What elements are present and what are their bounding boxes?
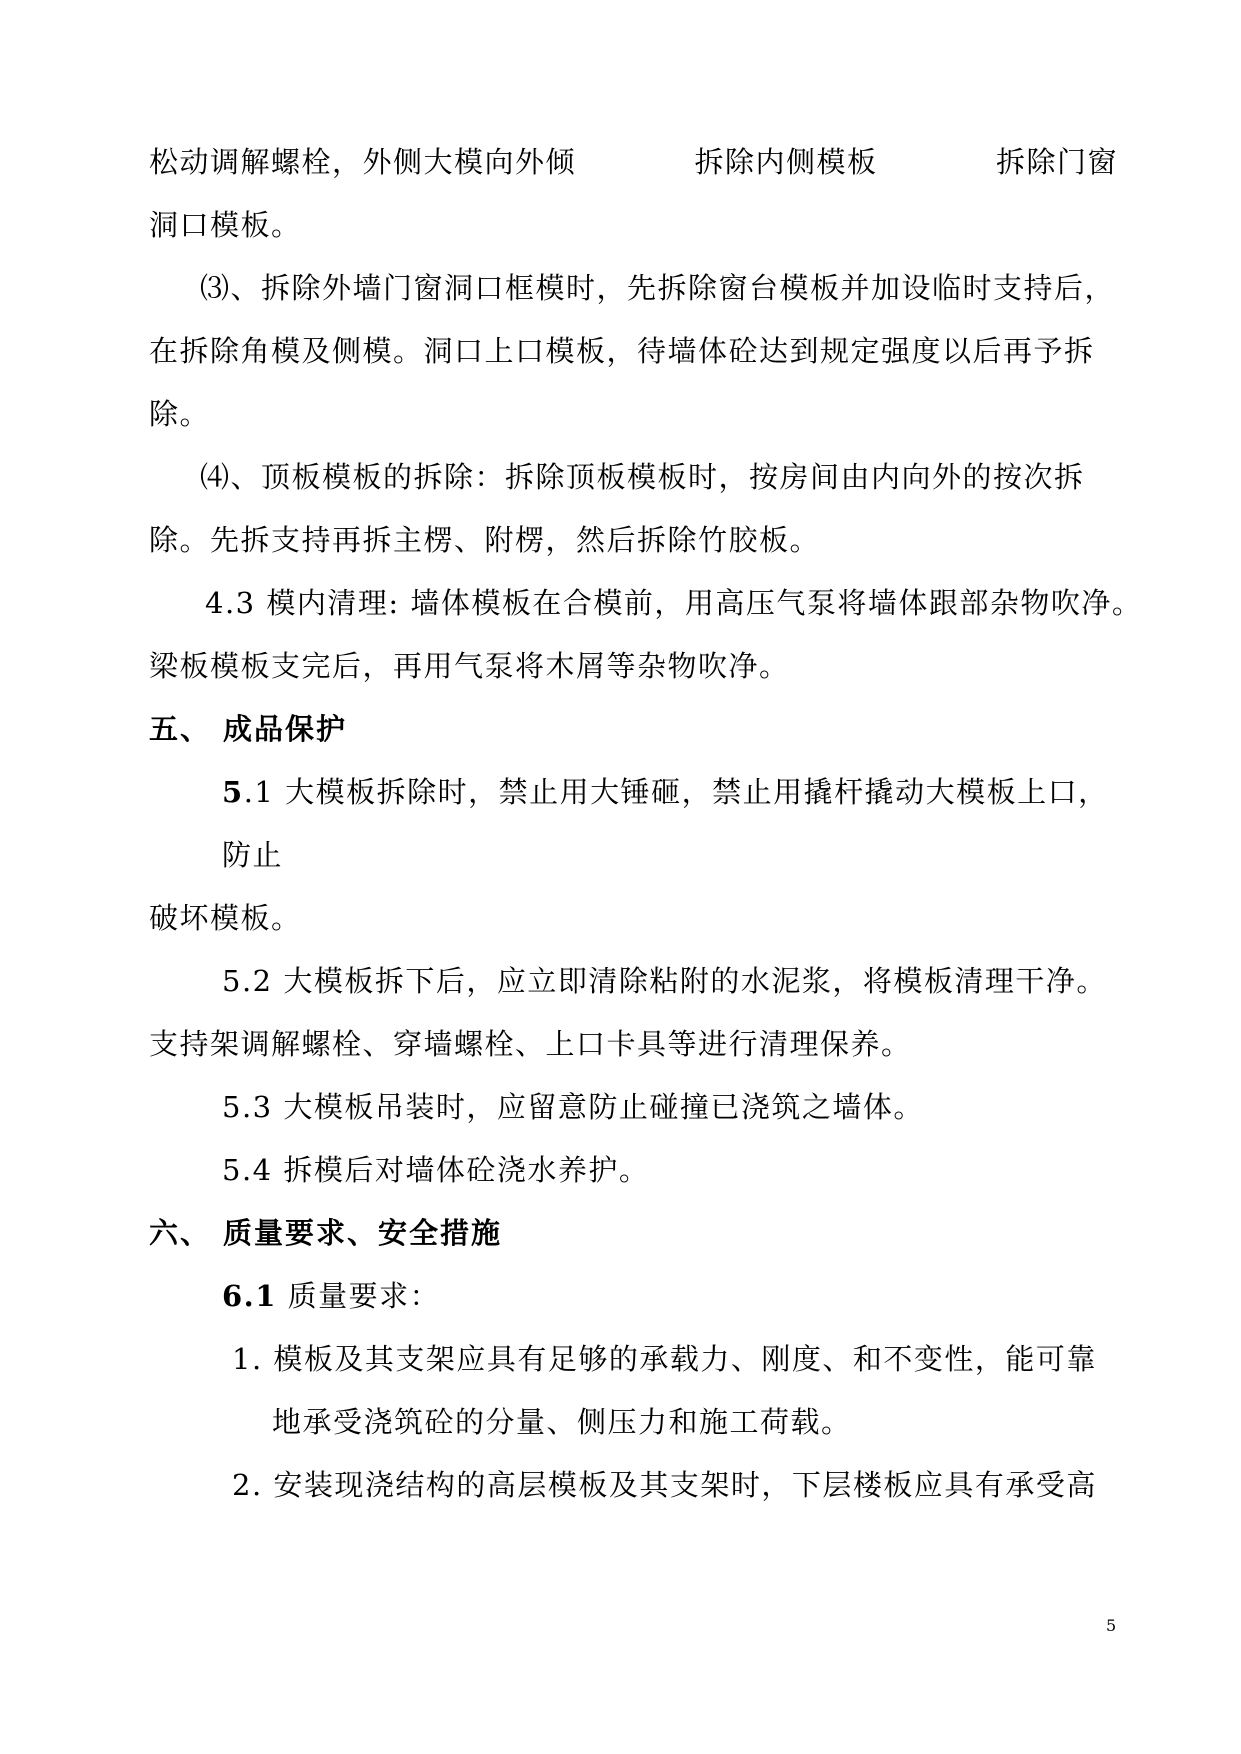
text-line: 洞口模板。 [149,208,302,242]
text-line [222,772,1109,812]
text-line: 除。先拆支持再拆主楞、附楞，然后拆除竹胶板。 [149,523,821,557]
page-number: 5 [1106,1616,1117,1635]
flow-step-1: 松动调解螺栓，外侧大模向外倾 [149,145,577,179]
section-heading-5 [149,709,347,749]
text-line: 梁板模板支完后，再用气泵将木屑等杂物吹净。 [149,649,790,683]
text-line: 地承受浇筑砼的分量、侧压力和施工荷载。 [272,1405,852,1439]
text-line: ⑷、顶板模板的拆除：拆除顶板模板时，按房间由内向外的按次拆 [200,460,1085,494]
section-number: 六、 [149,1216,212,1250]
flow-step-3: 拆除门窗 [995,145,1118,179]
section-number: 五、 [149,712,212,746]
flow-line [149,142,1118,182]
section-title: 质量要求、安全措施 [223,1216,503,1250]
text-line: 在拆除角模及侧模。洞口上口模板，待墙体砼达到规定强度以后再予拆 [149,334,1095,368]
text-line: 5.4 拆模后对墙体砼浇水养护。 [222,1153,650,1187]
clause-number: 6.1 [222,1279,277,1313]
text-line: 支持架调解螺栓、穿墙螺栓、上口卡具等进行清理保养。 [149,1027,912,1061]
section-title: 成品保护 [223,712,348,746]
text-line: 防止 [222,838,284,872]
list-item: 2. 安装现浇结构的高层模板及其支架时，下层楼板应具有承受高 [232,1468,1097,1502]
text-line: 除。 [149,397,211,431]
section-heading-6 [149,1213,502,1253]
clause-number: 5 [222,775,244,809]
text-line: 4.3 模内清理: 墙体模板在合模前，用高压气泵将墙体跟部杂物吹净。 [205,586,1143,620]
text-line: ⑶、拆除外墙门窗洞口框模时，先拆除窗台模板并加设临时支持后， [200,271,1116,305]
text-line: 5.2 大模板拆下后，应立即清除粘附的水泥浆，将模板清理干净。 [222,964,1107,998]
text-line: 5.3 大模板吊装时，应留意防止碰撞已浇筑之墙体。 [222,1090,924,1124]
list-item: 1. 模板及其支架应具有足够的承载力、刚度、和不变性，能可靠 [232,1342,1097,1376]
flow-step-2: 拆除内侧模板 [694,145,878,179]
text-line [222,1276,440,1316]
clause-text: 质量要求： [276,1279,441,1313]
clause-text: .1 大模板拆除时，禁止用大锤砸，禁止用撬杆撬动大模板上口， [243,775,1109,809]
text-line: 破坏模板。 [149,901,302,935]
